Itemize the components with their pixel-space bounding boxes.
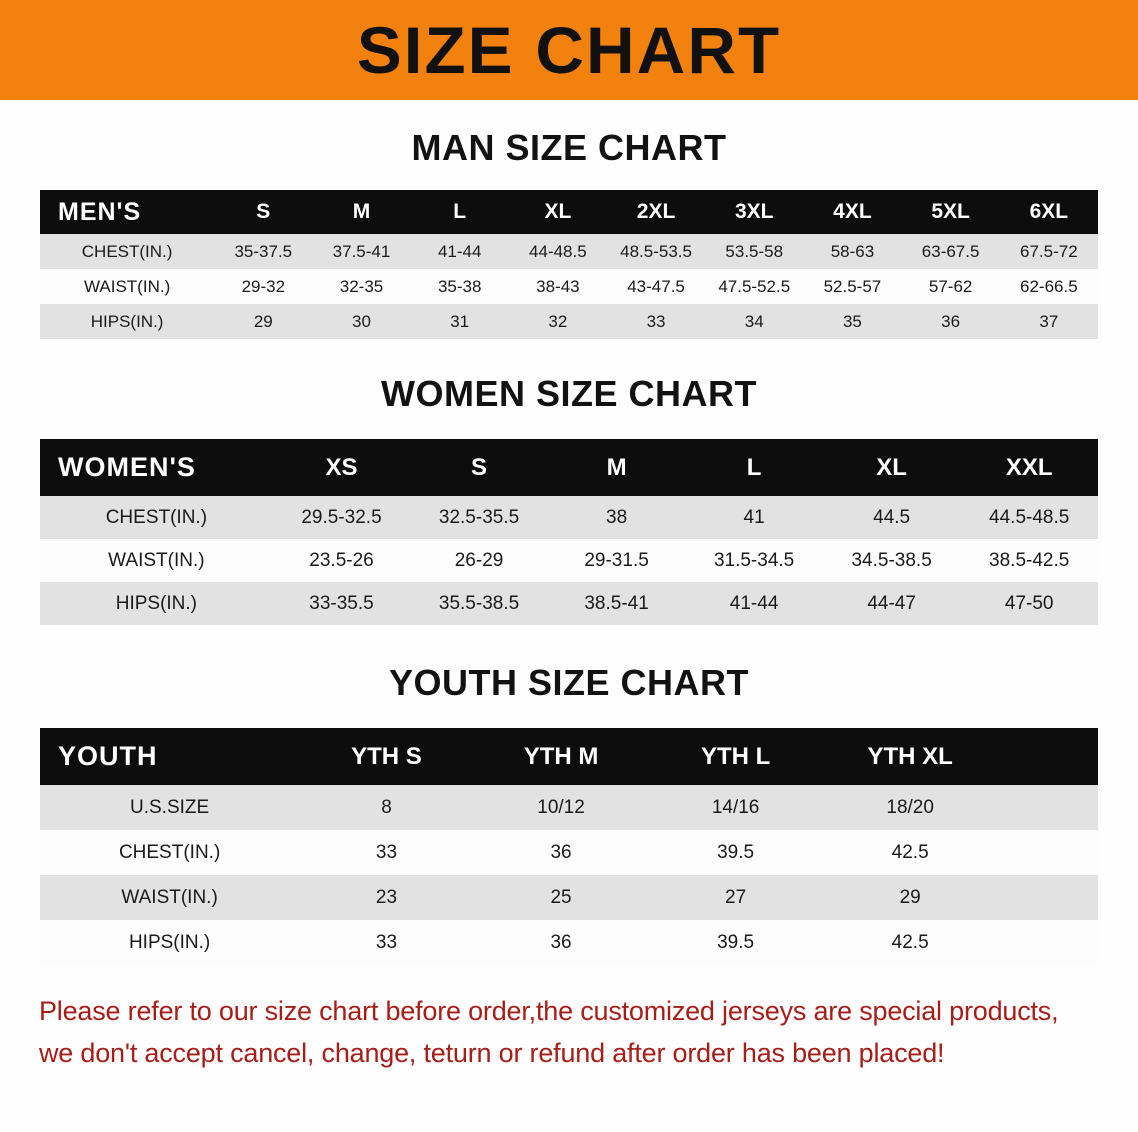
women-chest-xxl: 44.5-48.5 (960, 496, 1098, 539)
youth-hips-s: 33 (299, 920, 474, 965)
man-hips-m: 30 (312, 304, 410, 339)
disclaimer-note (39, 991, 1099, 1075)
women-hips-s: 35.5-38.5 (410, 582, 548, 625)
women-chest-l: 41 (685, 496, 823, 539)
table-row (40, 582, 1098, 625)
youth-chest-spacer (997, 830, 1098, 875)
youth-hips-spacer (997, 920, 1098, 965)
page-title: SIZE CHART (356, 13, 782, 87)
women-waist-xs: 23.5-26 (273, 539, 411, 582)
man-size-table (40, 190, 1098, 339)
man-col-2xl: 2XL (607, 190, 705, 234)
women-hips-l: 41-44 (685, 582, 823, 625)
youth-waist-spacer (997, 875, 1098, 920)
women-chest-xs: 29.5-32.5 (273, 496, 411, 539)
man-col-m: M (312, 190, 410, 234)
women-waist-xl: 34.5-38.5 (823, 539, 961, 582)
table-row (40, 496, 1098, 539)
youth-row-label-waist: WAIST(IN.) (40, 875, 299, 920)
man-waist-4xl: 52.5-57 (803, 269, 901, 304)
table-row (40, 920, 1098, 965)
youth-row-label-header: YOUTH (40, 728, 299, 785)
women-col-xxl: XXL (960, 439, 1098, 496)
table-row (40, 234, 1098, 269)
youth-row-label-us-size: U.S.SIZE (40, 785, 299, 830)
women-waist-xxl: 38.5-42.5 (960, 539, 1098, 582)
youth-chest-s: 33 (299, 830, 474, 875)
women-col-xl: XL (823, 439, 961, 496)
women-col-xs: XS (273, 439, 411, 496)
man-hips-6xl: 37 (1000, 304, 1098, 339)
youth-hips-xl: 42.5 (823, 920, 998, 965)
man-table-header-row (40, 190, 1098, 234)
man-hips-s: 29 (214, 304, 312, 339)
women-hips-xs: 33-35.5 (273, 582, 411, 625)
man-row-label-waist: WAIST(IN.) (40, 269, 214, 304)
women-col-l: L (685, 439, 823, 496)
youth-table-header-row (40, 728, 1098, 785)
women-row-label-chest: CHEST(IN.) (40, 496, 273, 539)
man-hips-5xl: 36 (902, 304, 1000, 339)
man-waist-xl: 38-43 (509, 269, 607, 304)
youth-waist-l: 27 (648, 875, 823, 920)
table-row (40, 785, 1098, 830)
women-waist-l: 31.5-34.5 (685, 539, 823, 582)
youth-us-size-l: 14/16 (648, 785, 823, 830)
women-hips-m: 38.5-41 (548, 582, 686, 625)
man-waist-6xl: 62-66.5 (1000, 269, 1098, 304)
man-chest-3xl: 53.5-58 (705, 234, 803, 269)
youth-table-wrap (40, 728, 1098, 965)
women-row-label-header: WOMEN'S (40, 439, 273, 496)
man-hips-l: 31 (411, 304, 509, 339)
man-col-3xl: 3XL (705, 190, 803, 234)
banner (0, 0, 1138, 100)
table-row (40, 539, 1098, 582)
man-col-4xl: 4XL (803, 190, 901, 234)
man-col-xl: XL (509, 190, 607, 234)
man-chest-4xl: 58-63 (803, 234, 901, 269)
man-chest-xl: 44-48.5 (509, 234, 607, 269)
youth-col-xl: YTH XL (823, 728, 998, 785)
women-section-heading: WOMEN SIZE CHART (381, 373, 757, 414)
man-chest-5xl: 63-67.5 (902, 234, 1000, 269)
youth-waist-xl: 29 (823, 875, 998, 920)
man-row-label-header: MEN'S (40, 190, 214, 234)
youth-row-label-chest: CHEST(IN.) (40, 830, 299, 875)
man-chest-s: 35-37.5 (214, 234, 312, 269)
disclaimer-line-1: Please refer to our size chart before order,the customized jerseys are special products, (39, 996, 1059, 1026)
table-row (40, 269, 1098, 304)
man-chest-m: 37.5-41 (312, 234, 410, 269)
disclaimer-line-2: we don't accept cancel, change, teturn or refund after order has been placed! (39, 1037, 945, 1068)
women-row-label-waist: WAIST(IN.) (40, 539, 273, 582)
man-table-wrap (40, 190, 1098, 339)
youth-section-heading: YOUTH SIZE CHART (388, 662, 749, 703)
women-chest-m: 38 (548, 496, 686, 539)
youth-chest-m: 36 (474, 830, 649, 875)
youth-row-label-hips: HIPS(IN.) (40, 920, 299, 965)
man-section-heading: MAN SIZE CHART (411, 127, 727, 168)
women-hips-xl: 44-47 (823, 582, 961, 625)
man-row-label-hips: HIPS(IN.) (40, 304, 214, 339)
man-chest-2xl: 48.5-53.5 (607, 234, 705, 269)
youth-col-spacer (997, 728, 1098, 785)
youth-chest-xl: 42.5 (823, 830, 998, 875)
man-chest-l: 41-44 (411, 234, 509, 269)
women-table-wrap (40, 439, 1098, 625)
youth-waist-m: 25 (474, 875, 649, 920)
man-waist-m: 32-35 (312, 269, 410, 304)
man-col-l: L (411, 190, 509, 234)
man-chest-6xl: 67.5-72 (1000, 234, 1098, 269)
women-col-s: S (410, 439, 548, 496)
youth-us-size-s: 8 (299, 785, 474, 830)
table-row (40, 875, 1098, 920)
man-waist-5xl: 57-62 (902, 269, 1000, 304)
table-row (40, 830, 1098, 875)
man-hips-2xl: 33 (607, 304, 705, 339)
women-col-m: M (548, 439, 686, 496)
man-hips-3xl: 34 (705, 304, 803, 339)
women-size-table (40, 439, 1098, 625)
youth-col-l: YTH L (648, 728, 823, 785)
youth-hips-l: 39.5 (648, 920, 823, 965)
man-hips-xl: 32 (509, 304, 607, 339)
women-waist-s: 26-29 (410, 539, 548, 582)
youth-us-size-m: 10/12 (474, 785, 649, 830)
youth-col-s: YTH S (299, 728, 474, 785)
youth-col-m: YTH M (474, 728, 649, 785)
youth-chest-l: 39.5 (648, 830, 823, 875)
women-row-label-hips: HIPS(IN.) (40, 582, 273, 625)
youth-hips-m: 36 (474, 920, 649, 965)
man-waist-2xl: 43-47.5 (607, 269, 705, 304)
man-col-s: S (214, 190, 312, 234)
man-row-label-chest: CHEST(IN.) (40, 234, 214, 269)
women-chest-s: 32.5-35.5 (410, 496, 548, 539)
man-col-5xl: 5XL (902, 190, 1000, 234)
women-table-header-row (40, 439, 1098, 496)
women-hips-xxl: 47-50 (960, 582, 1098, 625)
women-chest-xl: 44.5 (823, 496, 961, 539)
table-row (40, 304, 1098, 339)
youth-us-size-spacer (997, 785, 1098, 830)
man-waist-l: 35-38 (411, 269, 509, 304)
youth-size-table (40, 728, 1098, 965)
women-waist-m: 29-31.5 (548, 539, 686, 582)
man-col-6xl: 6XL (1000, 190, 1098, 234)
youth-waist-s: 23 (299, 875, 474, 920)
youth-us-size-xl: 18/20 (823, 785, 998, 830)
man-waist-3xl: 47.5-52.5 (705, 269, 803, 304)
man-hips-4xl: 35 (803, 304, 901, 339)
man-waist-s: 29-32 (214, 269, 312, 304)
